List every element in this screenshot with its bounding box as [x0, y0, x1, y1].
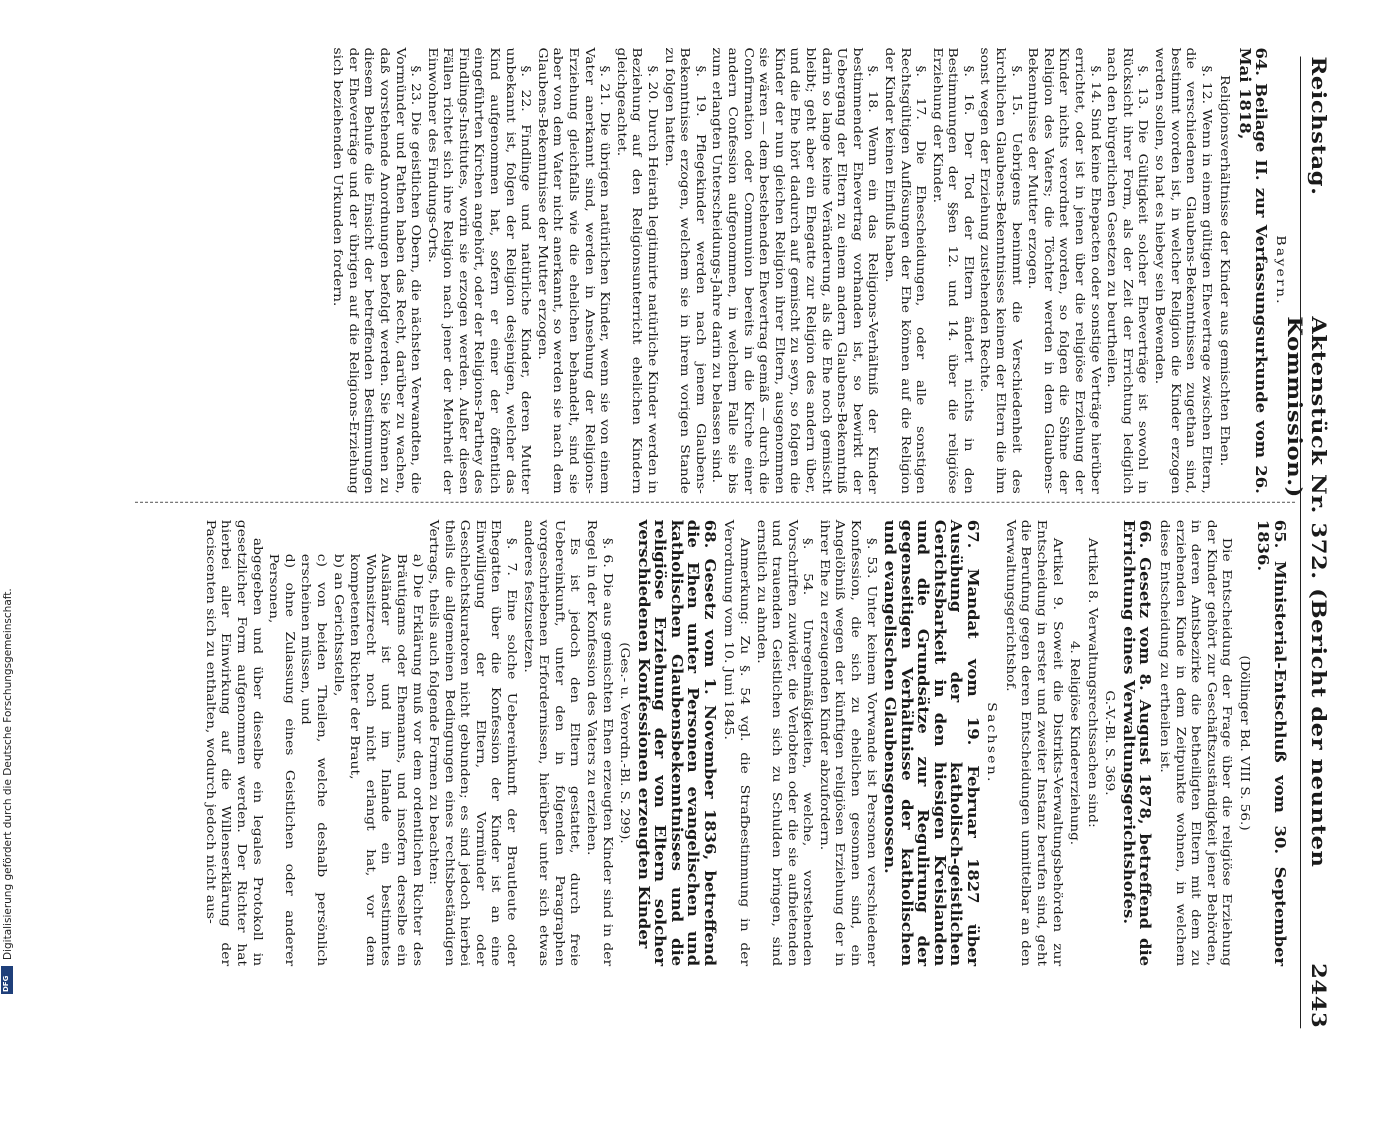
heading-68: 68. Gesetz vom 1. November 1836, betreffend die Ehen unter Personen evangelischen und katholischen Glaubensbekenntnisses und die religiöse Erziehung der von Eltern solcher verschiedenen Konfessionen erzeugten Kinder	[634, 519, 718, 967]
paragraph-12: §. 12. Wenn in einem gültigen Ehevertrage zwischen Eltern, die verschiedenen Glaubens-Bekenntnissen zugethan sind, bestimmt worden ist, in welcher Religion die Kinder erzogen werden sollen, so hat es hiebey sein Bewenden.	[1153, 47, 1214, 494]
heading-66: 66. Gesetz vom 8. August 1878, betreffend die Errichtung eines Verwaltungsgerichtshofes.	[1119, 519, 1154, 967]
heading-64: 64. Beilage II. zur Verfassungsurkunde vom 26. Mai 1818,	[1235, 47, 1270, 494]
state-sachsen: Sachsen.	[985, 702, 1000, 784]
paragraph-68-end: abgegeben und über dieselbe ein legales Protokoll in gesetzlicher Form aufgenommen werden. Der Richter hat hierbei aller Einwirkung auf die Willenserklärung der Paciscenten sich zu enthalten, wodurch jedoch nicht aus-	[203, 519, 265, 967]
paragraph-20: §. 20. Durch Heirath legitimirte natürliche Kinder werden in Beziehung auf den Religionsunterricht ehelichen Kindern gleichgeachtet.	[614, 47, 661, 494]
subheading-68: (Ges.- u. Verordn.-Bl. S. 299).	[618, 642, 633, 844]
paragraph-67-53: §. 53. Unter keinem Vorwande ist Personen verschiedener Konfession, die sich zu ehelichen gesonnen sind, ein Angelöbniß wegen der künftigen religiösen Erziehung der in ihrer Ehe zu erzeugenden Kinder abzufordern.	[817, 519, 879, 967]
paragraph-15: §. 15. Uebrigens benimmt die Verschiedenheit des kirchlichen Glaubens-Bekenntnisses keinem der Eltern die ihm sonst wegen der Erziehung zustehenden Rechte.	[978, 47, 1024, 494]
paragraph-13: §. 13. Die Gültigkeit solcher Eheverträge ist sowohl in Rücksicht ihrer Form, als der Zeit der Errichtung lediglich nach den bürgerlichen Gesetzen zu beurtheilen.	[1105, 47, 1151, 494]
paragraph-23: §. 23. Die geistlichen Obern, die nächsten Verwandten, die Vormünder und Pathen haben das Recht, darüber zu wachen, daß vorstehende Anordnungen befolgt werden. Sie können zu diesem Behufe die Einsicht der betreffenden Bestimmungen der Eheverträge und der übrigen auf die Religions-Erziehung sich beziehenden Urkunden fordern.	[331, 47, 424, 494]
item-c: c) von beiden Theilen, welche deshalb persönlich erscheinen müssen, und	[299, 553, 329, 967]
paragraph-66-article-8: Artikel 8. Verwaltungsrechtssachen sind:	[1085, 537, 1100, 828]
dfg-logo: DFG	[1, 966, 13, 994]
heading-65: 65. Ministerial-Entschluß vom 30. September 1836.	[1254, 519, 1288, 967]
paragraph-21: §. 21. Die übrigen natürlichen Kinder, wenn sie von einem Vater anerkannt sind, werden in Ansehung der Religions-Erziehung gleichfalls wie die ehelichen behandelt, sind sie aber von dem Vater nicht anerkannt, so werden sie nach dem Glaubens-Bekenntnisse der Mutter erzogen.	[535, 47, 613, 494]
paragraph-68-7: §. 7. Eine solche Uebereinkunft der Brautleute oder Ehegatten über die Konfession der Kinder ist an eine Einwilligung der Eltern, Vormünder oder Geschlechtskuratoren nicht gebunden; es sind jedoch hierbei theils die allgemeinen Bedingungen eines rechtsbeständigen Vertrags, theils auch folgende Formen zu beachten:	[427, 519, 520, 967]
left-column	[329, 47, 1291, 493]
item-b: b) an Gerichtsstelle,	[331, 553, 346, 697]
paragraph-14: §. 14. Sind keine Ehepacten oder sonstige Verträge hierüber errichtet, oder ist in jenen über die religiöse Erziehung der Kinder nichts verordnet worden, so folgen die Söhne der Religion des Vaters; die Töchter werden in dem Glaubens-Bekenntnisse der Mutter erzogen.	[1026, 47, 1103, 494]
page-header	[1283, 56, 1331, 1029]
paragraph-66-article-9: Artikel 9. Soweit die Distrikts-Verwaltungsbehörden zur Entscheidung in erster und zweiter Instanz berufen sind, geht die Berufung gegen deren Entscheidungen unmittelbar an den Verwaltungsgerichtshof.	[1003, 519, 1065, 967]
paragraph-18: §. 18. Wenn ein das Religions-Verhältniß der Kinder bestimmender Ehevertrag vorhanden ist, so bewirkt der Uebergang der Eltern zu einem andern Glaubens-Bekenntniß darin so lange keine Veränderung, als die Ehe noch gemischt bleibt; geht aber ein Ehegatte zur Religion des andern über, und die Ehe hört dadurch auf gemischt zu seyn, so folgen die Kinder der nun gleichen Religion ihrer Eltern, ausgenommen sie wären — dem bestehenden Ehevertrag gemäß — durch die Confirmation oder Communion bereits in die Kirche einer andern Confession aufgenommen, in welchem Falle sie bis zum erlangten Unterscheidungs-Jahre darin zu belassen sind.	[710, 47, 881, 494]
paragraph-16: §. 16. Der Tod der Eltern ändert nichts in den Bestimmungen der §§en 12. und 14. über die religiöse Erziehung der Kinder.	[930, 47, 976, 494]
state-bayern: Bayern.	[1274, 235, 1288, 306]
subheading-66: G.-V.-Bl. S. 369.	[1103, 690, 1118, 796]
paragraph-19: §. 19. Pflegekinder werden nach jenem Glaubens-Bekenntnisse erzogen, welchem sie in ihrem vorigen Stande zu folgen hatten.	[662, 47, 708, 494]
column-divider	[135, 502, 1295, 503]
subheading-64: Religionsverhältnisse der Kinder aus gemischten Ehen.	[1218, 75, 1233, 467]
paragraph-68-6b: Es ist jedoch den Eltern gestattet, durch freie Uebereinkunft, unter den in folgenden Paragraphen vorgeschriebenen Erfordernissen, hierüber unter sich etwas anderes festzusetzen.	[521, 519, 583, 967]
paragraph-67-54: §. 54. Unregelmäßigkeiten, welche, vorstehenden Vorschriften zuwider, die Verlobten oder die sie aufbietenden und trauenden Geistlichen sich zu Schulden bringen, sind ernstlich zu ahnden.	[754, 519, 816, 967]
right-column	[201, 520, 1291, 966]
heading-67: 67. Mandat vom 19. Februar 1827 über Ausübung der katholisch-geistlichen Gerichtsbarkeit in den hiesigen Kreislanden und die Grundsätze zur Regulirung der gegenseitigen Verhältnisse der katholischen und evangelischen Glaubensgenossen.	[881, 519, 981, 967]
page-number: 2443	[1307, 963, 1331, 1029]
digitization-note	[0, 0, 14, 1000]
subheading-65: (Döllinger Bd. VIII S. 56.)	[1238, 655, 1252, 831]
paragraph-22: §. 22. Findlinge und natürliche Kinder, deren Mutter unbekannt ist, folgen der Religion desjenigen, welcher das Kind aufgenommen hat, sofern er einer der öffentlich eingeführten Kirchen angehört, oder der Religions-Parthey des Findlings-Institutes, worin sie erzogen werden. Außer diesen Fällen richtet sich ihre Religion nach jener der Mehrheit der Einwohner des Findungs-Orts.	[425, 47, 534, 494]
digitization-text: Digitalisierung gefördert durch die Deutsche Forschungsgemeinschaft.	[2, 588, 14, 960]
paragraph-17: §. 17. Die Ehescheidungen, oder alle sonstigen Rechtsgültigen Auflösungen der Ehe können auf die Religion der Kinder keinen Einfluß haben.	[882, 47, 929, 494]
paragraph-67-note: Anmerkung: Zu §. 54 vgl. die Strafbestimmung in der Verordnung vom 10. Juni 1845.	[722, 519, 752, 967]
header-aktenstueck: Aktenstück Nr. 372. (Bericht der neunten Kommission.)	[1283, 316, 1331, 868]
paragraph-65: Die Entscheidung der Frage über die religiöse Erziehung der Kinder gehört zur Geschäftszuständigkeit jener Behörden, in deren Amtsbezirke die betheiligten Eltern mit dem zu erziehenden Kinde in dem Zeitpunkte wohnen, in welchem diese Entscheidung zu ertheilen ist.	[1158, 519, 1235, 967]
item-d: d) ohne Zulassung eines Geistlichen oder anderer Personen,	[267, 553, 297, 967]
paragraph-68-6: §. 6. Die aus gemischten Ehen erzeugten Kinder sind in der Regel in der Konfession des Vaters zu erziehen.	[585, 519, 615, 967]
paragraph-66-item-4: 4. Religiöse Kindererziehung.	[1068, 640, 1083, 846]
item-a: a) Die Erklärung muß vor dem ordentlichen Richter des Bräutigams oder Ehemanns, und insofern derselbe ein Ausländer ist und im Inlande ein bestimmtes Wohnsitzrecht noch nicht erlangt hat, vor dem kompetenten Richter der Braut,	[348, 553, 425, 967]
header-reichstag: Reichstag.	[1307, 56, 1331, 196]
